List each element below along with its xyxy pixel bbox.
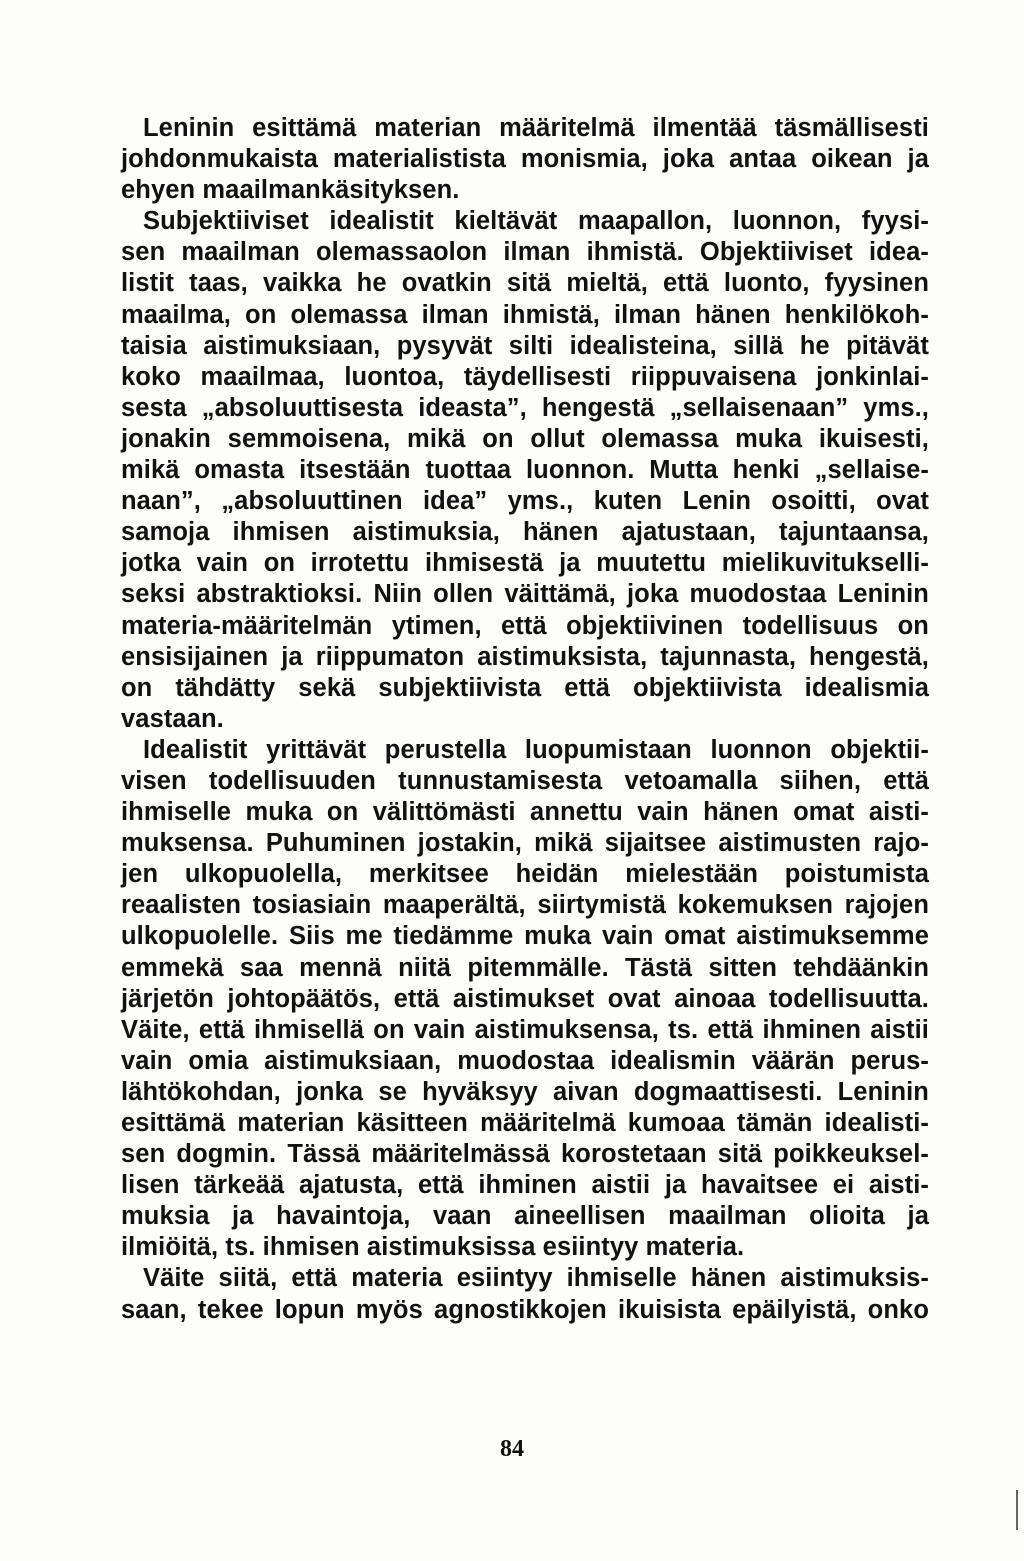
text-line: ilmiöitä, ts. ihmisen aistimuksissa esiintyy materia. xyxy=(121,1233,745,1262)
paragraph xyxy=(121,1263,929,1325)
paragraph xyxy=(121,735,929,1264)
text-line: jotka vain on irrotettu ihmisestä ja muutettu mielikuvitukselli- xyxy=(121,549,929,578)
text-line: visen todellisuuden tunnustamisesta vetoamalla siihen, että xyxy=(121,766,929,795)
text-line: järjetön johtopäätös, että aistimukset ovat ainoaa todellisuutta. xyxy=(121,984,929,1013)
text-line: ehyen maailmankäsityksen. xyxy=(121,176,460,205)
text-line: samoja ihmisen aistimuksia, hänen ajatustaan, tajuntaansa, xyxy=(121,518,929,547)
text-line: Väite, että ihmisellä on vain aistimuksensa, ts. että ihminen aistii xyxy=(121,1015,929,1044)
text-line: saan, tekee lopun myös agnostikkojen ikuisista epäilyistä, onko xyxy=(121,1295,929,1324)
scan-edge-mark xyxy=(1016,1490,1018,1530)
text-line: lähtökohdan, jonka se hyväksyy aivan dogmaattisesti. Leninin xyxy=(121,1077,929,1106)
text-line: reaalisten tosiasiain maaperältä, siirtymistä kokemuksen rajojen xyxy=(121,891,929,920)
text-line: esittämä materian käsitteen määritelmä kumoaa tämän idealisti- xyxy=(121,1109,929,1137)
text-line: koko maailmaa, luontoa, täydellisesti riippuvaisena jonkinlai- xyxy=(121,362,929,391)
text-line: Väite siitä, että materia esiintyy ihmiselle hänen aistimuksis- xyxy=(143,1264,929,1293)
text-line: listit taas, vaikka he ovatkin sitä mieltä, että luonto, fyysinen xyxy=(121,269,929,298)
text-line: vain omia aistimuksiaan, muodostaa idealismin väärän perus- xyxy=(121,1046,929,1075)
text-line: sen maailman olemassaolon ilman ihmistä. Objektiiviset idea- xyxy=(121,238,929,267)
text-line: jonakin semmoisena, mikä on ollut olemassa muka ikuisesti, xyxy=(121,424,929,453)
text-line: taisia aistimuksiaan, pysyvät silti idealisteina, sillä he pitävät xyxy=(121,331,929,360)
text-line: seksi abstraktioksi. Niin ollen väittämä, joka muodostaa Leninin xyxy=(121,580,929,609)
text-line: lisen tärkeää ajatusta, että ihminen aistii ja havaitsee ei aisti- xyxy=(121,1171,929,1200)
text-line: Subjektiiviset idealistit kieltävät maapallon, luonnon, fyysi- xyxy=(143,207,929,236)
text-line: Idealistit yrittävät perustella luopumistaan luonnon objektii- xyxy=(143,735,929,764)
text-line: ulkopuolelle. Siis me tiedämme muka vain omat aistimuksemme xyxy=(121,922,929,951)
text-line: ensisijainen ja riippumaton aistimuksista, tajunnasta, hengestä, xyxy=(121,642,929,671)
text-line: muksia ja havaintoja, vaan aineellisen maailman olioita ja xyxy=(121,1202,929,1231)
text-line: sen dogmin. Tässä määritelmässä korostetaan sitä poikkeuksel- xyxy=(121,1140,929,1169)
text-line: mikä omasta itsestään tuottaa luonnon. Mutta henki „sellaise- xyxy=(121,456,929,485)
body-text xyxy=(121,113,929,1326)
text-line: materia-määritelmän ytimen, että objektiivinen todellisuus on xyxy=(121,611,929,640)
paragraph xyxy=(121,113,929,206)
text-line: maailma, on olemassa ilman ihmistä, ilman hänen henkilökoh- xyxy=(121,300,929,329)
paragraph xyxy=(121,206,929,735)
text-line: muksensa. Puhuminen jostakin, mikä sijaitsee aistimusten rajo- xyxy=(121,829,929,858)
text-line: on tähdätty sekä subjektiivista että objektiivista idealismia xyxy=(121,673,929,702)
text-line: jen ulkopuolella, merkitsee heidän mielestään poistumista xyxy=(121,860,929,889)
text-line: emmekä saa mennä niitä pitemmälle. Tästä sitten tehdäänkin xyxy=(121,953,929,982)
text-line: johdonmukaista materialistista monismia, joka antaa oikean ja xyxy=(121,145,929,174)
text-line: vastaan. xyxy=(121,704,224,733)
text-line: sesta „absoluuttisesta ideasta”, hengestä „sellaisenaan” yms., xyxy=(121,393,929,422)
page-number: 84 xyxy=(500,1436,524,1462)
text-line: Leninin esittämä materian määritelmä ilmentää täsmällisesti xyxy=(143,114,929,142)
text-line: ihmiselle muka on välittömästi annettu vain hänen omat aisti- xyxy=(121,798,929,827)
text-line: naan”, „absoluuttinen idea” yms., kuten Lenin osoitti, ovat xyxy=(121,487,929,516)
